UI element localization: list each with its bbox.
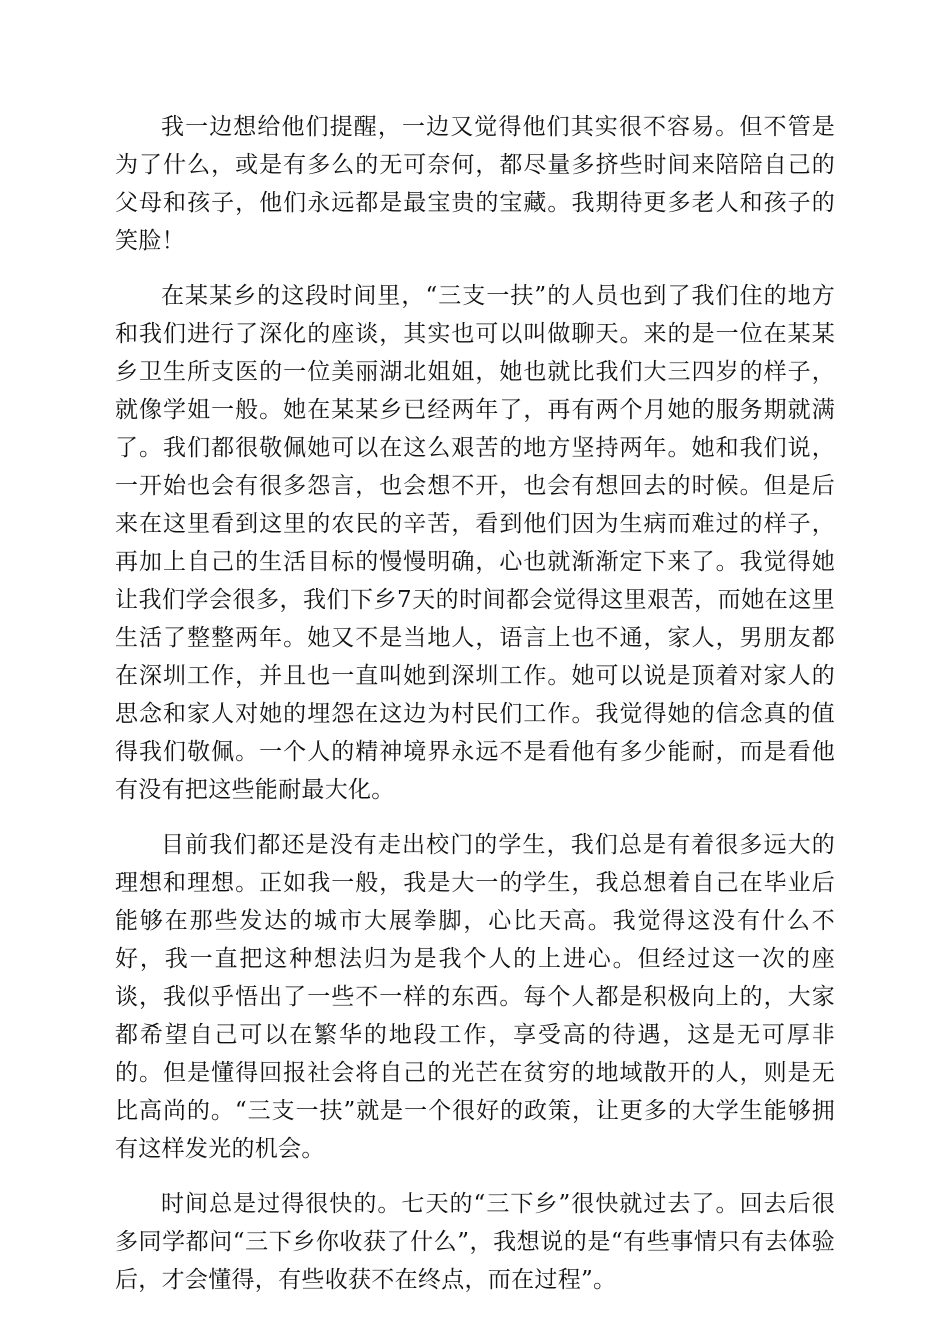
paragraph-4: 时间总是过得很快的。七天的“三下乡”很快就过去了。回去后很多同学都问“三下乡你收获了什么”，我想说的是“有些事情只有去体验后，才会懂得，有些收获不在终点，而在过程”。 — [115, 1191, 835, 1293]
document-body — [115, 108, 835, 1316]
paragraph-1: 我一边想给他们提醒，一边又觉得他们其实很不容易。但不管是为了什么，或是有多么的无可奈何，都尽量多挤些时间来陪陪自己的父母和孩子，他们永远都是最宝贵的宝藏。我期待更多老人和孩子的笑脸！ — [115, 114, 835, 254]
paragraph-3: 目前我们都还是没有走出校门的学生，我们总是有着很多远大的理想和理想。正如我一般，我是大一的学生，我总想着自己在毕业后能够在那些发达的城市大展拳脚，心比天高。我觉得这没有什么不好，我一直把这种想法归为是我个人的上进心。但经过这一次的座谈，我似乎悟出了一些不一样的东西。每个人都是积极向上的，大家都希望自己可以在繁华的地段工作，享受高的待遇，这是无可厚非的。但是懂得回报社会将自己的光芒在贫穷的地域散开的人，则是无比高尚的。“三支一扶”就是一个很好的政策，让更多的大学生能够拥有这样发光的机会。 — [115, 832, 835, 1162]
paragraph-2: 在某某乡的这段时间里，“三支一扶”的人员也到了我们住的地方和我们进行了深化的座谈，其实也可以叫做聊天。来的是一位在某某乡卫生所支医的一位美丽湖北姐姐，她也就比我们大三四岁的样子，就像学姐一般。她在某某乡已经两年了，再有两个月她的服务期就满了。我们都很敬佩她可以在这么艰苦的地方坚持两年。她和我们说，一开始也会有很多怨言，也会想不开，也会有想回去的时候。但是后来在这里看到这里的农民的辛苦，看到他们因为生病而难过的样子，再加上自己的生活目标的慢慢明确，心也就渐渐定下来了。我觉得她让我们学会很多，我们下乡7天的时间都会觉得这里艰苦，而她在这里生活了整整两年。她又不是当地人，语言上也不通，家人，男朋友都在深圳工作，并且也一直叫她到深圳工作。她可以说是顶着对家人的思念和家人对她的埋怨在这边为村民们工作。我觉得她的信念真的值得我们敬佩。一个人的精神境界永远不是看他有多少能耐，而是看他有没有把这些能耐最大化。 — [115, 283, 835, 803]
